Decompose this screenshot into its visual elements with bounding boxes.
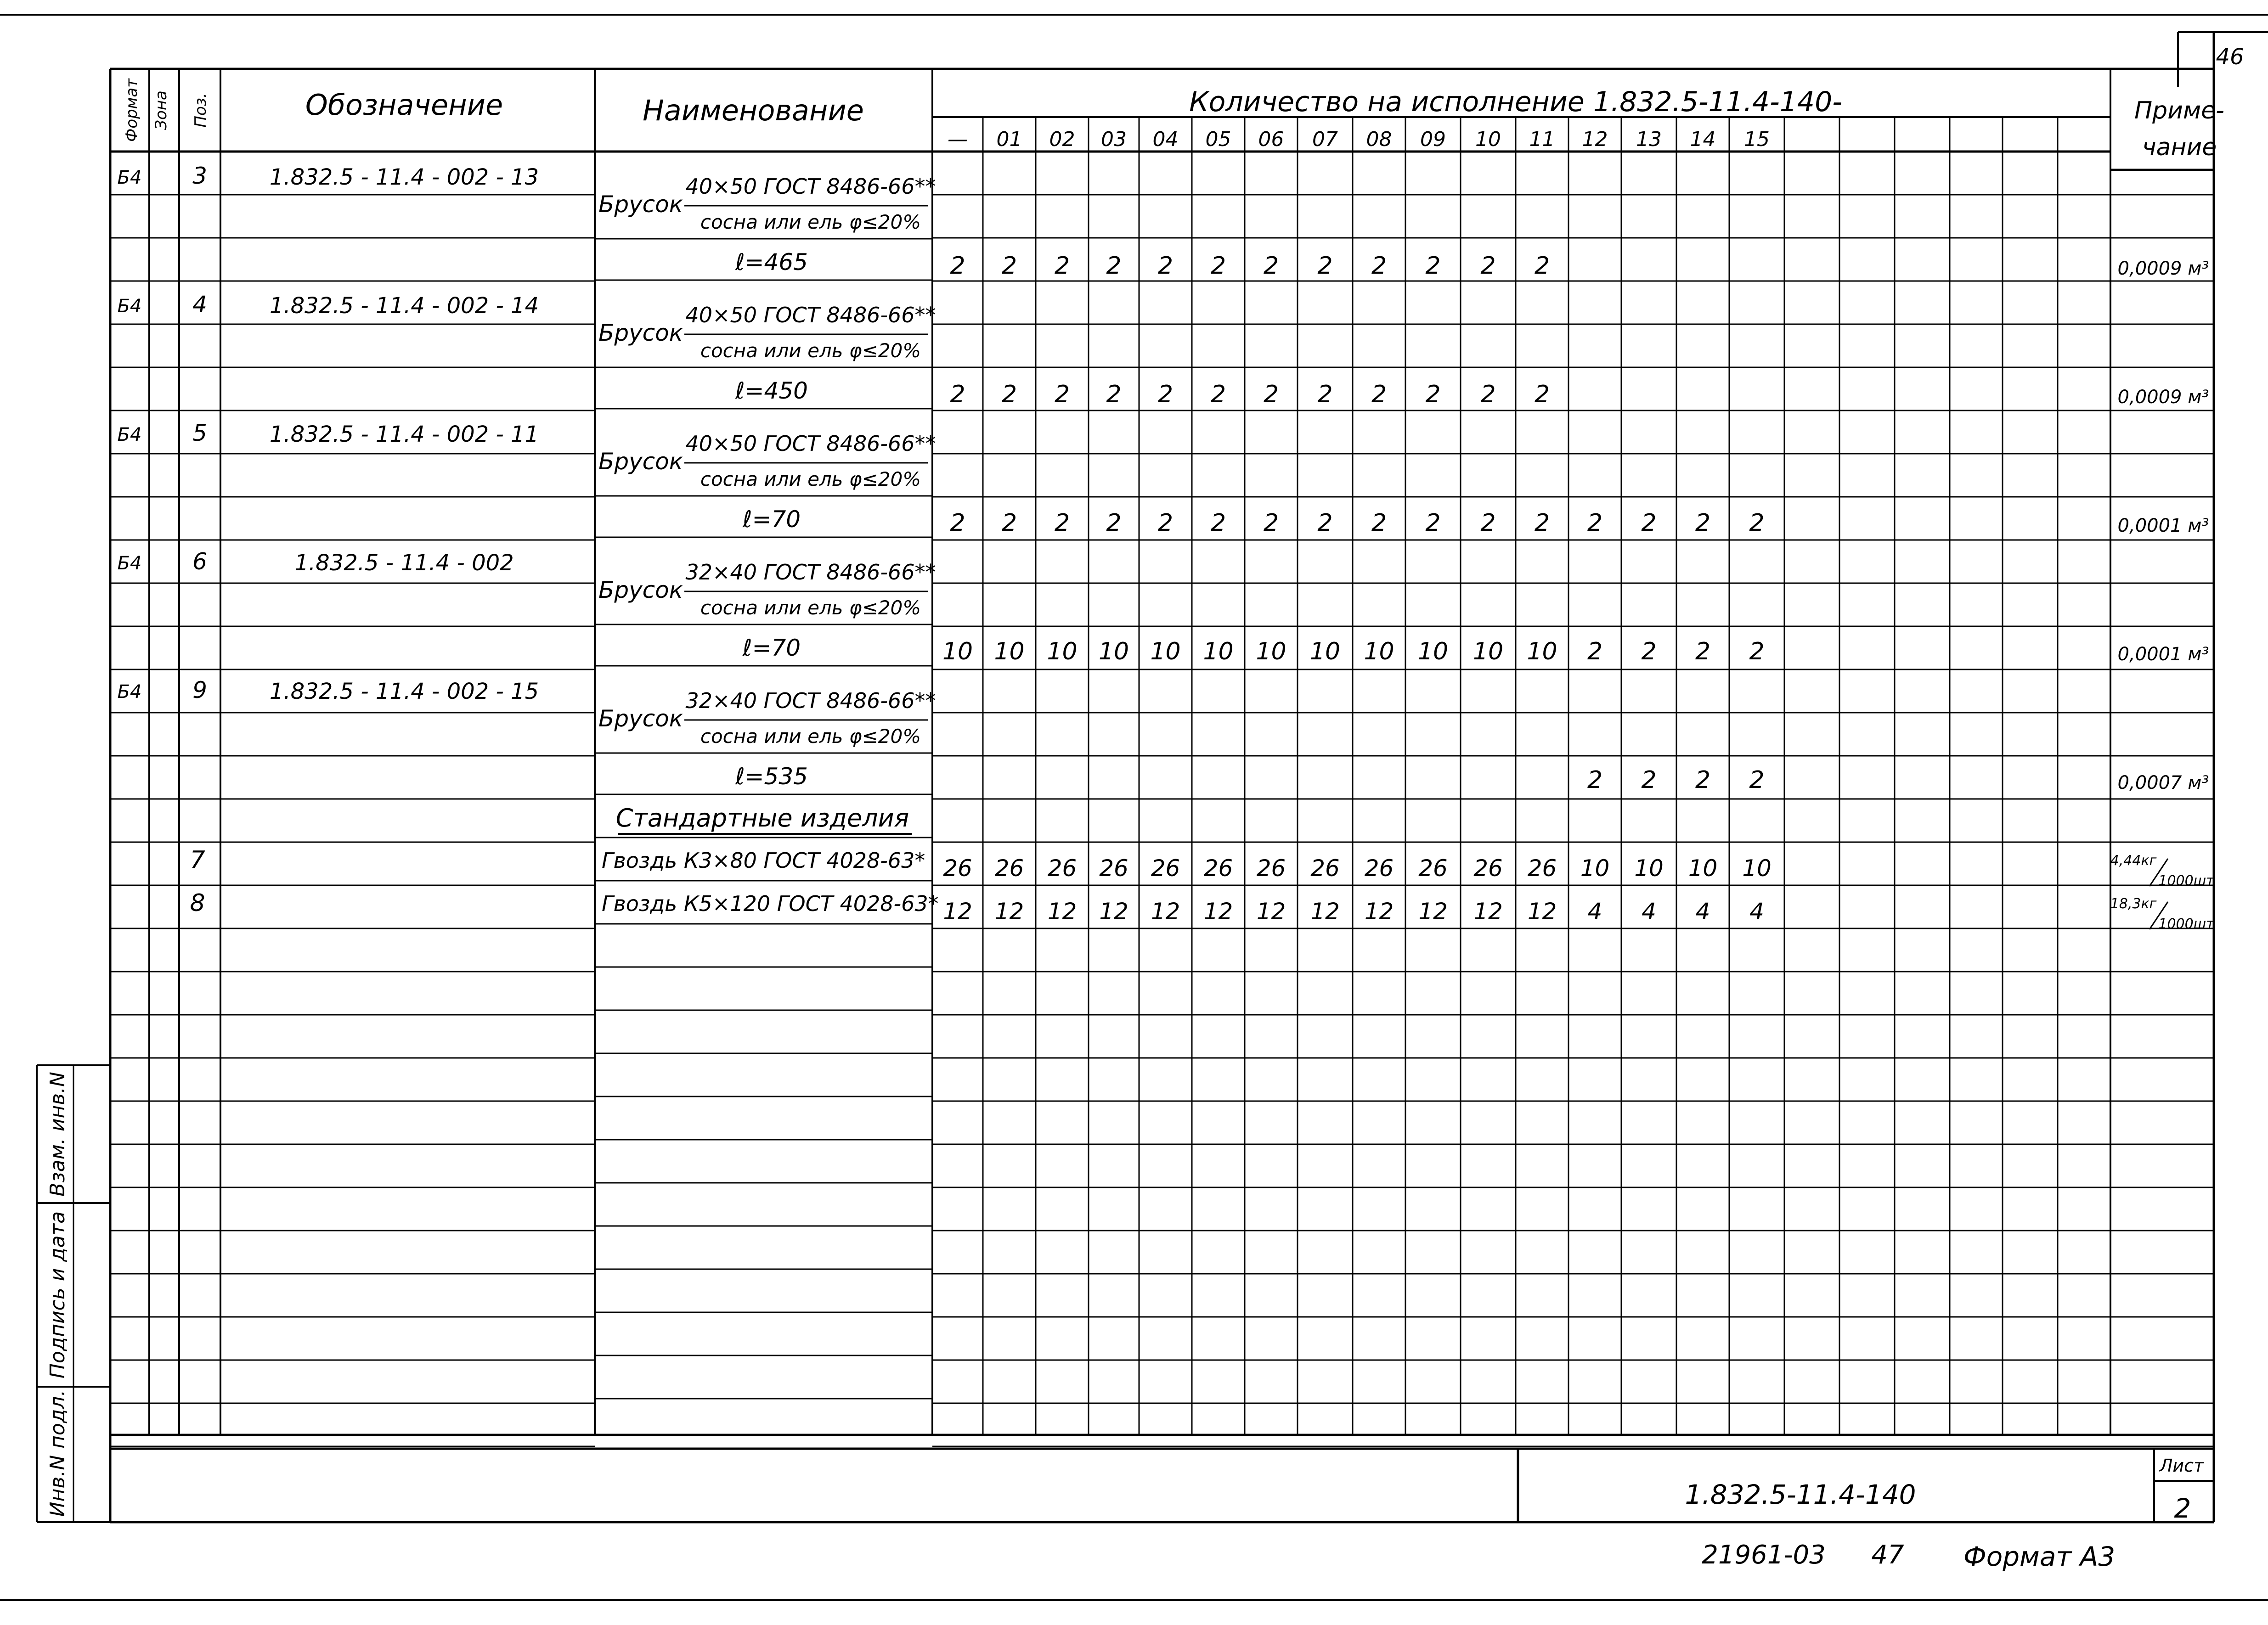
- variant-header-12: 12: [1582, 128, 1608, 151]
- quantity-cell: 2: [1587, 766, 1603, 794]
- quantity-cell: 2: [950, 509, 965, 537]
- variant-header-15: 15: [1744, 128, 1770, 151]
- quantity-cell: 12: [1047, 898, 1077, 925]
- quantity-cell: 10: [942, 638, 973, 665]
- item-note: 0,0009 м³: [2117, 387, 2209, 408]
- variant-header-1: 01: [996, 128, 1022, 151]
- quantity-cell: 2: [1106, 381, 1122, 408]
- quantity-cell: 12: [1418, 898, 1448, 925]
- quantity-cell: 4: [1587, 898, 1602, 925]
- variant-header-10: 10: [1475, 128, 1501, 151]
- quantity-cell: 2: [1106, 252, 1122, 280]
- quantity-cell: 2: [1210, 381, 1226, 408]
- item-note: 0,0007 м³: [2117, 772, 2209, 793]
- quantity-cell: 10: [1688, 855, 1718, 882]
- quantity-cell: 2: [1480, 381, 1496, 408]
- quantity-cell: 2: [1371, 252, 1387, 280]
- quantity-cell: 10: [1364, 638, 1394, 665]
- quantity-cell: 10: [1473, 638, 1504, 665]
- variant-header-4: 04: [1152, 128, 1179, 151]
- item-format: Б4: [117, 296, 142, 317]
- quantity-cell: 2: [1157, 381, 1173, 408]
- quantity-cell: 10: [1309, 638, 1341, 665]
- item-note: 0,0009 м³: [2117, 258, 2209, 279]
- quantity-cell: 2: [1695, 638, 1711, 665]
- quantity-cell: 2: [1317, 252, 1333, 280]
- item-pos: 4: [192, 291, 207, 318]
- quantity-cell: 2: [1480, 252, 1496, 280]
- quantity-cell: 2: [1534, 252, 1550, 280]
- quantity-cell: 12: [943, 898, 972, 925]
- quantity-cell: 12: [1527, 898, 1557, 925]
- quantity-cell: 26: [1151, 855, 1180, 882]
- stamp-podpis-data: Подпись и дата: [46, 1211, 69, 1379]
- header-vertical-labels: [123, 78, 210, 142]
- header-pos: Поз.: [192, 93, 210, 128]
- item-name-top: 40×50 ГОСТ 8486-66**: [685, 431, 936, 456]
- item-name-top: 32×40 ГОСТ 8486-66**: [685, 560, 936, 585]
- item-designation: 1.832.5 - 11.4 - 002 - 14: [269, 293, 539, 319]
- quantity-cell: 26: [1418, 855, 1448, 882]
- footer-page: 47: [1871, 1540, 1904, 1570]
- quantity-cell: 4: [1642, 898, 1656, 925]
- quantity-cell: 2: [1425, 381, 1441, 408]
- item-format: Б4: [117, 553, 142, 574]
- item-name-bottom: сосна или ель φ≤20%: [700, 339, 921, 362]
- item-pos: 9: [192, 677, 207, 703]
- quantity-cell: 10: [1098, 638, 1129, 665]
- sheet-label: Лист: [2159, 1456, 2204, 1476]
- standard-pos: 7: [190, 846, 205, 874]
- quantity-cell: 26: [943, 855, 972, 882]
- quantity-cell: 2: [1749, 509, 1765, 537]
- quantity-cell: 2: [1157, 252, 1173, 280]
- item-length: ℓ=450: [735, 377, 808, 404]
- document-number: 1.832.5-11.4-140: [1685, 1479, 1916, 1510]
- header-note-line1: Приме-: [2134, 97, 2224, 124]
- archive-number: 21961-03: [1702, 1540, 1826, 1570]
- quantity-cell: 2: [1749, 638, 1765, 665]
- variant-header-0: —: [948, 128, 968, 151]
- quantity-cell: 26: [1527, 855, 1557, 882]
- quantity-cell: 2: [1641, 638, 1657, 665]
- quantity-cell: 2: [1641, 509, 1657, 537]
- quantity-cell: 10: [1203, 638, 1234, 665]
- header-name: Наименование: [643, 94, 864, 127]
- quantity-cell: 26: [1473, 855, 1503, 882]
- item-length: ℓ=70: [742, 506, 801, 533]
- item-format: Б4: [117, 424, 142, 445]
- quantity-cell: 2: [1106, 509, 1122, 537]
- item-name-prefix: Брусок: [598, 577, 683, 603]
- quantity-cell: 2: [1641, 766, 1657, 794]
- standard-pos: 8: [190, 889, 205, 917]
- quantity-cell: 26: [1203, 855, 1233, 882]
- variant-header-14: 14: [1690, 128, 1716, 151]
- quantity-cell: 2: [1534, 381, 1550, 408]
- stamp-vzam-inv: Взам. инв.N: [46, 1072, 69, 1197]
- quantity-cell: 4: [1695, 898, 1710, 925]
- variant-headers: [948, 128, 1770, 151]
- quantity-cell: 10: [1417, 638, 1449, 665]
- item-format: Б4: [117, 167, 142, 188]
- stamp-inv-podl: Инв.N подл.: [46, 1389, 69, 1517]
- quantity-cell: 2: [1001, 381, 1017, 408]
- quantity-cell: 2: [1480, 509, 1496, 537]
- quantity-cell: 2: [1054, 509, 1070, 537]
- quantity-cell: 26: [1099, 855, 1128, 882]
- item-note: 0,0001 м³: [2117, 515, 2209, 536]
- item-name-bottom: сосна или ель φ≤20%: [700, 468, 921, 490]
- quantity-cell: 2: [950, 381, 965, 408]
- item-format: Б4: [117, 681, 142, 703]
- item-name-prefix: Брусок: [598, 320, 683, 346]
- item-designation: 1.832.5 - 11.4 - 002 - 13: [269, 164, 539, 190]
- item-name-top: 40×50 ГОСТ 8486-66**: [685, 303, 936, 327]
- quantity-cell: 2: [1695, 766, 1711, 794]
- item-designation: 1.832.5 - 11.4 - 002: [294, 550, 514, 576]
- quantity-cell: 12: [1151, 898, 1180, 925]
- item-name-prefix: Брусок: [598, 448, 683, 475]
- quantity-cell: 2: [1371, 381, 1387, 408]
- quantity-cell: 10: [1634, 855, 1664, 882]
- item-pos: 6: [192, 548, 207, 575]
- header-format: Формат: [123, 79, 141, 142]
- item-name-bottom: сосна или ель φ≤20%: [700, 596, 921, 619]
- quantity-cell: 2: [1001, 509, 1017, 537]
- standard-name: Гвоздь К3×80 ГОСТ 4028-63*: [602, 848, 925, 873]
- variant-header-5: 05: [1205, 128, 1231, 151]
- variant-header-7: 07: [1312, 128, 1338, 151]
- quantity-cell: 2: [1317, 509, 1333, 537]
- variant-header-9: 09: [1420, 128, 1446, 151]
- quantity-cell: 12: [1203, 898, 1233, 925]
- quantity-cell: 2: [1054, 381, 1070, 408]
- side-stamp: [46, 1072, 69, 1517]
- quantity-cell: 2: [1263, 509, 1279, 537]
- quantity-cell: 2: [1263, 381, 1279, 408]
- item-name-top: 32×40 ГОСТ 8486-66**: [685, 688, 936, 713]
- quantity-cell: 12: [994, 898, 1024, 925]
- footer-format: Формат А3: [1963, 1541, 2116, 1572]
- item-name-bottom: сосна или ель φ≤20%: [700, 725, 921, 748]
- quantity-cell: 26: [1047, 855, 1077, 882]
- quantity-cell: 10: [1742, 855, 1772, 882]
- quantity-cell: 2: [1587, 638, 1603, 665]
- item-pos: 5: [192, 420, 207, 446]
- quantity-cell: 2: [1534, 509, 1550, 537]
- quantity-cell: 10: [1150, 638, 1181, 665]
- quantity-cell: 2: [1587, 509, 1603, 537]
- quantity-cell: 2: [1425, 252, 1441, 280]
- header-note-line2: чание: [2142, 134, 2217, 161]
- standard-note-top: 4,44кг: [2110, 853, 2157, 869]
- header-zone: Зона: [152, 90, 170, 130]
- header-designation: Обозначение: [305, 88, 503, 122]
- variant-header-2: 02: [1049, 128, 1075, 151]
- item-name-bottom: сосна или ель φ≤20%: [700, 211, 921, 233]
- quantity-cell: 2: [1371, 509, 1387, 537]
- quantity-cell: 12: [1256, 898, 1286, 925]
- item-length: ℓ=465: [735, 249, 808, 276]
- quantity-cell: 4: [1749, 898, 1764, 925]
- variant-header-6: 06: [1258, 128, 1284, 151]
- specification-rows: [118, 163, 2215, 932]
- page-number: 46: [2216, 44, 2244, 70]
- variant-header-3: 03: [1101, 128, 1127, 151]
- standard-heading: Стандартные изделия: [615, 804, 909, 832]
- sheet-number: 2: [2174, 1493, 2191, 1524]
- quantity-cell: 2: [1425, 509, 1441, 537]
- quantity-cell: 10: [1047, 638, 1078, 665]
- quantity-cell: 10: [1580, 855, 1610, 882]
- quantity-cell: 26: [994, 855, 1024, 882]
- variant-header-11: 11: [1529, 128, 1555, 151]
- quantity-cell: 2: [1210, 509, 1226, 537]
- quantity-cell: 26: [1310, 855, 1340, 882]
- standard-note-bottom: 1000шт: [2158, 916, 2214, 932]
- quantity-cell: 26: [1364, 855, 1394, 882]
- quantity-cell: 12: [1099, 898, 1128, 925]
- standard-note-bottom: 1000шт: [2158, 873, 2214, 889]
- quantity-cell: 2: [1749, 766, 1765, 794]
- item-designation: 1.832.5 - 11.4 - 002 - 15: [269, 679, 539, 704]
- quantity-cell: 10: [1527, 638, 1557, 665]
- quantity-cell: 12: [1364, 898, 1394, 925]
- quantity-cell: 12: [1310, 898, 1340, 925]
- quantity-cell: 2: [1001, 252, 1017, 280]
- quantity-cell: 10: [994, 638, 1025, 665]
- variant-header-13: 13: [1636, 128, 1662, 151]
- item-name-prefix: Брусок: [598, 191, 683, 218]
- item-name-top: 40×50 ГОСТ 8486-66**: [685, 174, 936, 199]
- quantity-cell: 2: [1263, 252, 1279, 280]
- quantity-cell: 2: [1317, 381, 1333, 408]
- item-length: ℓ=535: [735, 763, 808, 790]
- variant-header-8: 08: [1366, 128, 1392, 151]
- item-note: 0,0001 м³: [2117, 644, 2209, 665]
- item-pos: 3: [192, 163, 207, 189]
- quantity-cell: 12: [1473, 898, 1503, 925]
- item-designation: 1.832.5 - 11.4 - 002 - 11: [269, 422, 539, 447]
- standard-note-top: 18,3кг: [2110, 896, 2157, 912]
- standard-name: Гвоздь К5×120 ГОСТ 4028-63*: [602, 891, 939, 916]
- quantity-cell: 2: [950, 252, 965, 280]
- quantity-title: Количество на исполнение 1.832.5-11.4-140-: [1189, 86, 1842, 118]
- quantity-cell: 26: [1256, 855, 1286, 882]
- item-name-prefix: Брусок: [598, 705, 683, 732]
- quantity-cell: 2: [1695, 509, 1711, 537]
- quantity-cell: 2: [1157, 509, 1173, 537]
- quantity-cell: 2: [1210, 252, 1226, 280]
- quantity-cell: 2: [1054, 252, 1070, 280]
- quantity-cell: 10: [1256, 638, 1286, 665]
- item-length: ℓ=70: [742, 635, 801, 661]
